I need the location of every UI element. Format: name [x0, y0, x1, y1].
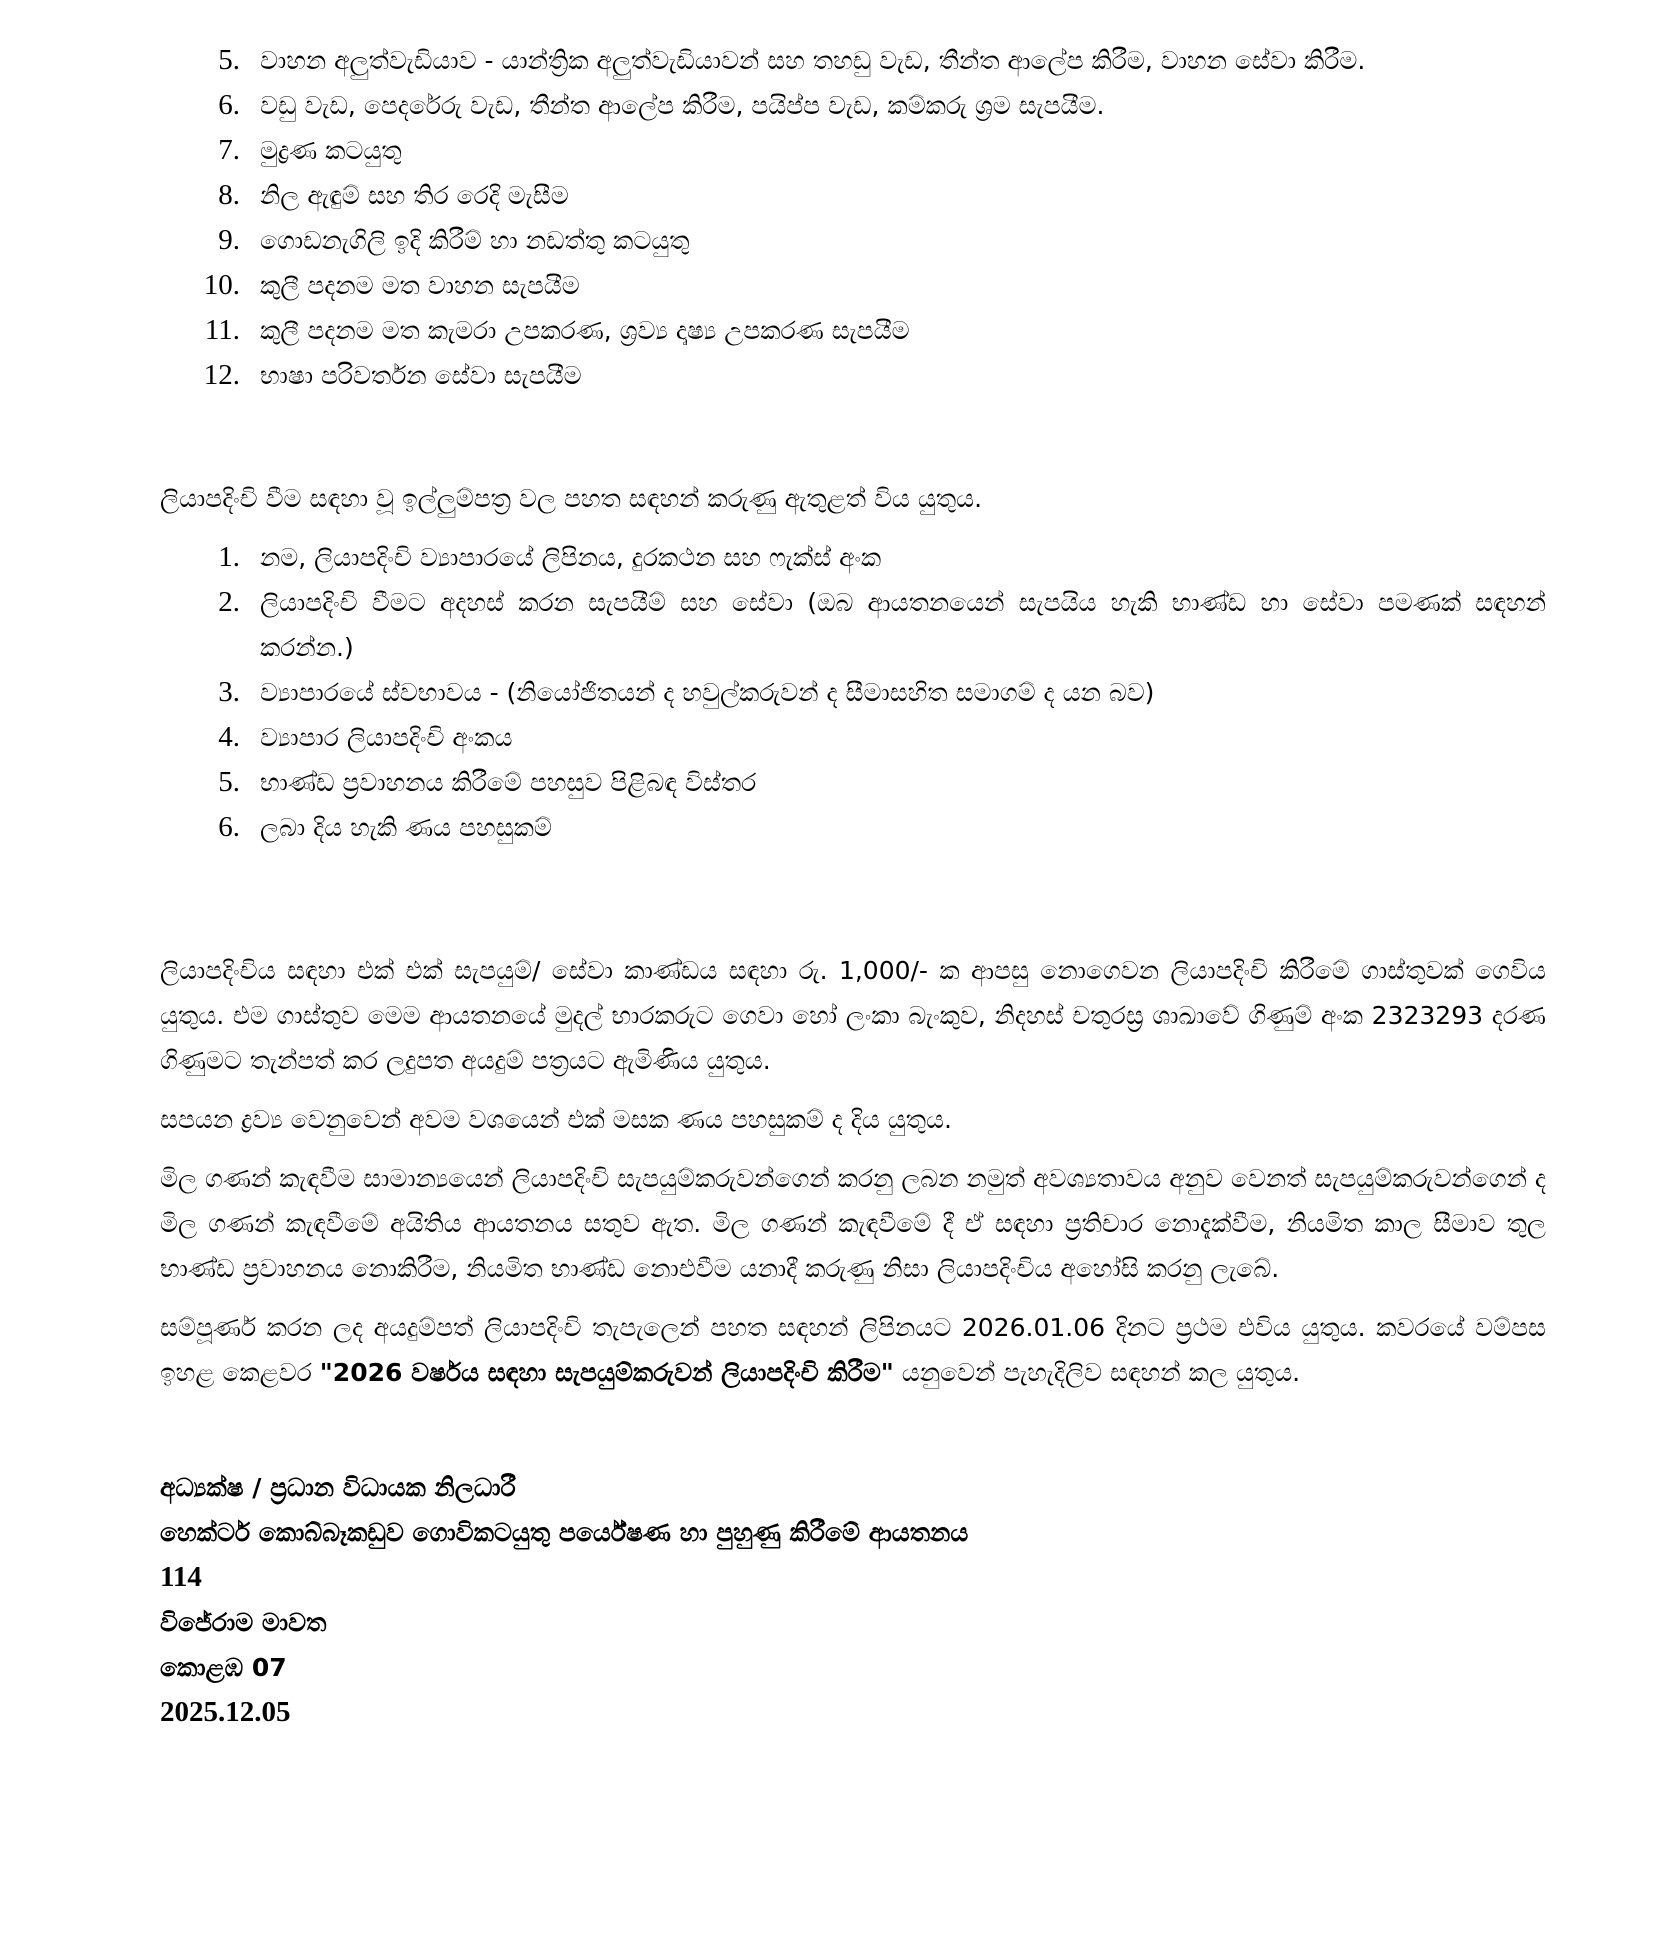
address-road: විජේරාම මාවත — [160, 1608, 327, 1637]
list-number: 12. — [203, 359, 240, 391]
list-number: 5. — [218, 766, 240, 798]
list-item — [160, 760, 1546, 805]
list-text: නිල ඇඳුම් සහ තිර රෙදි මැසීම — [260, 181, 569, 210]
list-number: 5. — [218, 44, 240, 76]
list-item — [160, 670, 1546, 715]
list-item — [160, 128, 1546, 173]
document-page — [160, 38, 1546, 1735]
spacer — [160, 850, 1546, 948]
list-item — [160, 83, 1546, 128]
list-number: 1. — [218, 541, 240, 573]
list-text: මුද්‍රණ කටයුතු — [260, 136, 402, 165]
list-text: වඩු වැඩ, පෙදරේරු වැඩ, තීන්ත ආලේප කිරීම, පයිප්ප වැඩ, කම්කරු ශ්‍රම සැපයීම. — [260, 91, 1105, 120]
address-city: කොළඹ 07 — [160, 1653, 287, 1682]
list-item — [160, 353, 1546, 398]
list-number: 3. — [218, 676, 240, 708]
fee-paragraph: ලියාපදිංචිය සඳහා එක් එක් සැපයුම්/ සේවා කාණ්ඩය සඳහා රු. 1,000/- ක ආපසු නොගෙවන ලියාපදිංචි කිරීමේ ගාස්තුවක් ගෙවිය යුතුය. එම ගාස්තුව මෙම ආයතනයේ මුදල් භාරකරුට ගෙවා හෝ ලංකා බැංකුව, නිදහස් චතුරස්‍ර ශාඛාවේ ගිණුම් අංක 2323293 දරණ ගිණුමට තැන්පත් කර ලදුපත අයදුම් පත්‍රයට ඇමිණිය යුතුය. — [160, 956, 1546, 1075]
list-number: 9. — [218, 224, 240, 256]
list-text: කුලී පදනම මත වාහන සැපයීම — [260, 271, 580, 300]
list-text: නම, ලියාපදිංචි ව්‍යාපාරයේ ලිපිනය, දුරකථන සහ ෆැක්ස් අංක — [260, 543, 882, 572]
list-number: 10. — [203, 269, 240, 301]
signature-block — [160, 1465, 1546, 1735]
list-text: ලියාපදිංචි වීමට අදහස් කරන සැපයීම් සහ සේවා (ඔබ ආයතනයෙන් සැපයිය හැකි භාණ්ඩ හා සේවා පමණක් සඳහන් කරන්න.) — [260, 588, 1546, 662]
application-list — [160, 535, 1546, 850]
spacer — [160, 1291, 1546, 1305]
list-number: 6. — [218, 811, 240, 843]
spacer — [160, 1142, 1546, 1156]
list-item — [160, 308, 1546, 353]
list-text: භාෂා පරිවර්තන සේවා සැපයීම — [260, 361, 582, 390]
credit-paragraph: සපයන ද්‍රව්‍ය වෙනුවෙන් අවම වශයෙන් එක් මසක ණය පහසුකම් ද දිය යුතුය. — [160, 1105, 952, 1134]
spacer — [160, 1083, 1546, 1097]
list-number: 11. — [204, 314, 240, 346]
list-text: කුලී පදනම මත කැමරා උපකරණ, ශ්‍රව්‍ය දෘෂ්‍ය උපකරණ සැපයීම — [260, 316, 910, 345]
list-number: 8. — [218, 179, 240, 211]
list-number: 6. — [218, 89, 240, 121]
submission-text-end: යනුවෙන් පැහැදිලිව සඳහන් කල යුතුය. — [893, 1358, 1301, 1387]
list-number: 7. — [218, 134, 240, 166]
list-text: භාණ්ඩ ප්‍රවාහනය කිරීමේ පහසුව පිළිබඳ විස්තර — [260, 768, 757, 797]
list-item — [160, 580, 1546, 670]
address-number: 114 — [160, 1561, 202, 1593]
document-date: 2025.12.05 — [160, 1696, 291, 1728]
list-text: වාහන අලුත්වැඩියාව - යාන්ත්‍රික අලුත්වැඩියාවන් සහ තහඩු වැඩ, තීන්ත ආලේප කිරීම, වාහන සේවා කිරීම. — [260, 46, 1366, 75]
list-text: ලබා දිය හැකි ණය පහසුකම් — [260, 813, 552, 842]
submission-paragraph — [160, 1305, 1546, 1395]
list-number: 2. — [218, 586, 240, 618]
list-item — [160, 173, 1546, 218]
list-number: 4. — [218, 721, 240, 753]
list-item — [160, 715, 1546, 760]
application-intro: ලියාපදිංචි වීම සඳහා වූ ඉල්ලුම්පත්‍ර වල පහත සඳහන් කරුණු ඇතුළත් විය යුතුය. — [160, 484, 983, 513]
submission-label: "2026 වර්ෂය සඳහා සැපයුම්කරුවන් ලියාපදිංචි කිරීම" — [319, 1358, 894, 1387]
quotes-paragraph: මිල ගණන් කැඳවීම සාමාන්‍යයෙන් ලියාපදිංචි සැපයුම්කරුවන්ගෙන් කරනු ලබන නමුත් අවශ්‍යතාවය අනුව වෙනත් සැපයුම්කරුවන්ගෙන් ද මිල ගණන් කැඳවීමේ අයිතිය ආයතනය සතුව ඇත. මිල ගණන් කැඳවීමේ දී ඒ සඳහා ප්‍රතිචාර නොදැක්වීම, නියමිත කාල සීමාව තුල භාණ්ඩ ප්‍රවාහනය නොකිරීම, නියමිත භාණ්ඩ නොඑවීම යනාදී කරුණු නිසා ලියාපදිංචිය අහෝසි කරනු ලැබේ. — [160, 1164, 1546, 1283]
list-item — [160, 218, 1546, 263]
list-item — [160, 263, 1546, 308]
list-text: ගොඩනැගිලි ඉදි කිරීම් හා නඩත්තු කටයුතු — [260, 226, 690, 255]
list-text: ව්‍යාපාරයේ ස්වභාවය - (නියෝජිතයන් ද හවුල්කරුවන් ද සීමාසහිත සමාගම් ද යන බව) — [260, 678, 1155, 707]
list-item — [160, 805, 1546, 850]
list-text: ව්‍යාපාර ලියාපදිංචි අංකය — [260, 723, 513, 752]
services-list — [160, 38, 1546, 398]
signatory-title: අධ්‍යක්ෂ / ප්‍රධාන විධායක නිලධාරී — [160, 1473, 516, 1502]
list-item — [160, 535, 1546, 580]
list-item — [160, 38, 1546, 83]
institute-name: හෙක්ටර් කොබ්බෑකඩුව ගොවිකටයුතු පර්යේෂණ හා පුහුණු කිරීමේ ආයතනය — [160, 1518, 969, 1547]
submission-text: සම්පූර්ණ කරන ලද අයදුම්පත් ලියාපදිංචි තැපැලෙන් පහත සඳහන් ලිපිනයට 2026.01.06 දිනට ප්‍රථම එවිය යුතුය. කවරයේ වම්පස ඉහළ කෙළවර — [160, 1313, 1546, 1387]
